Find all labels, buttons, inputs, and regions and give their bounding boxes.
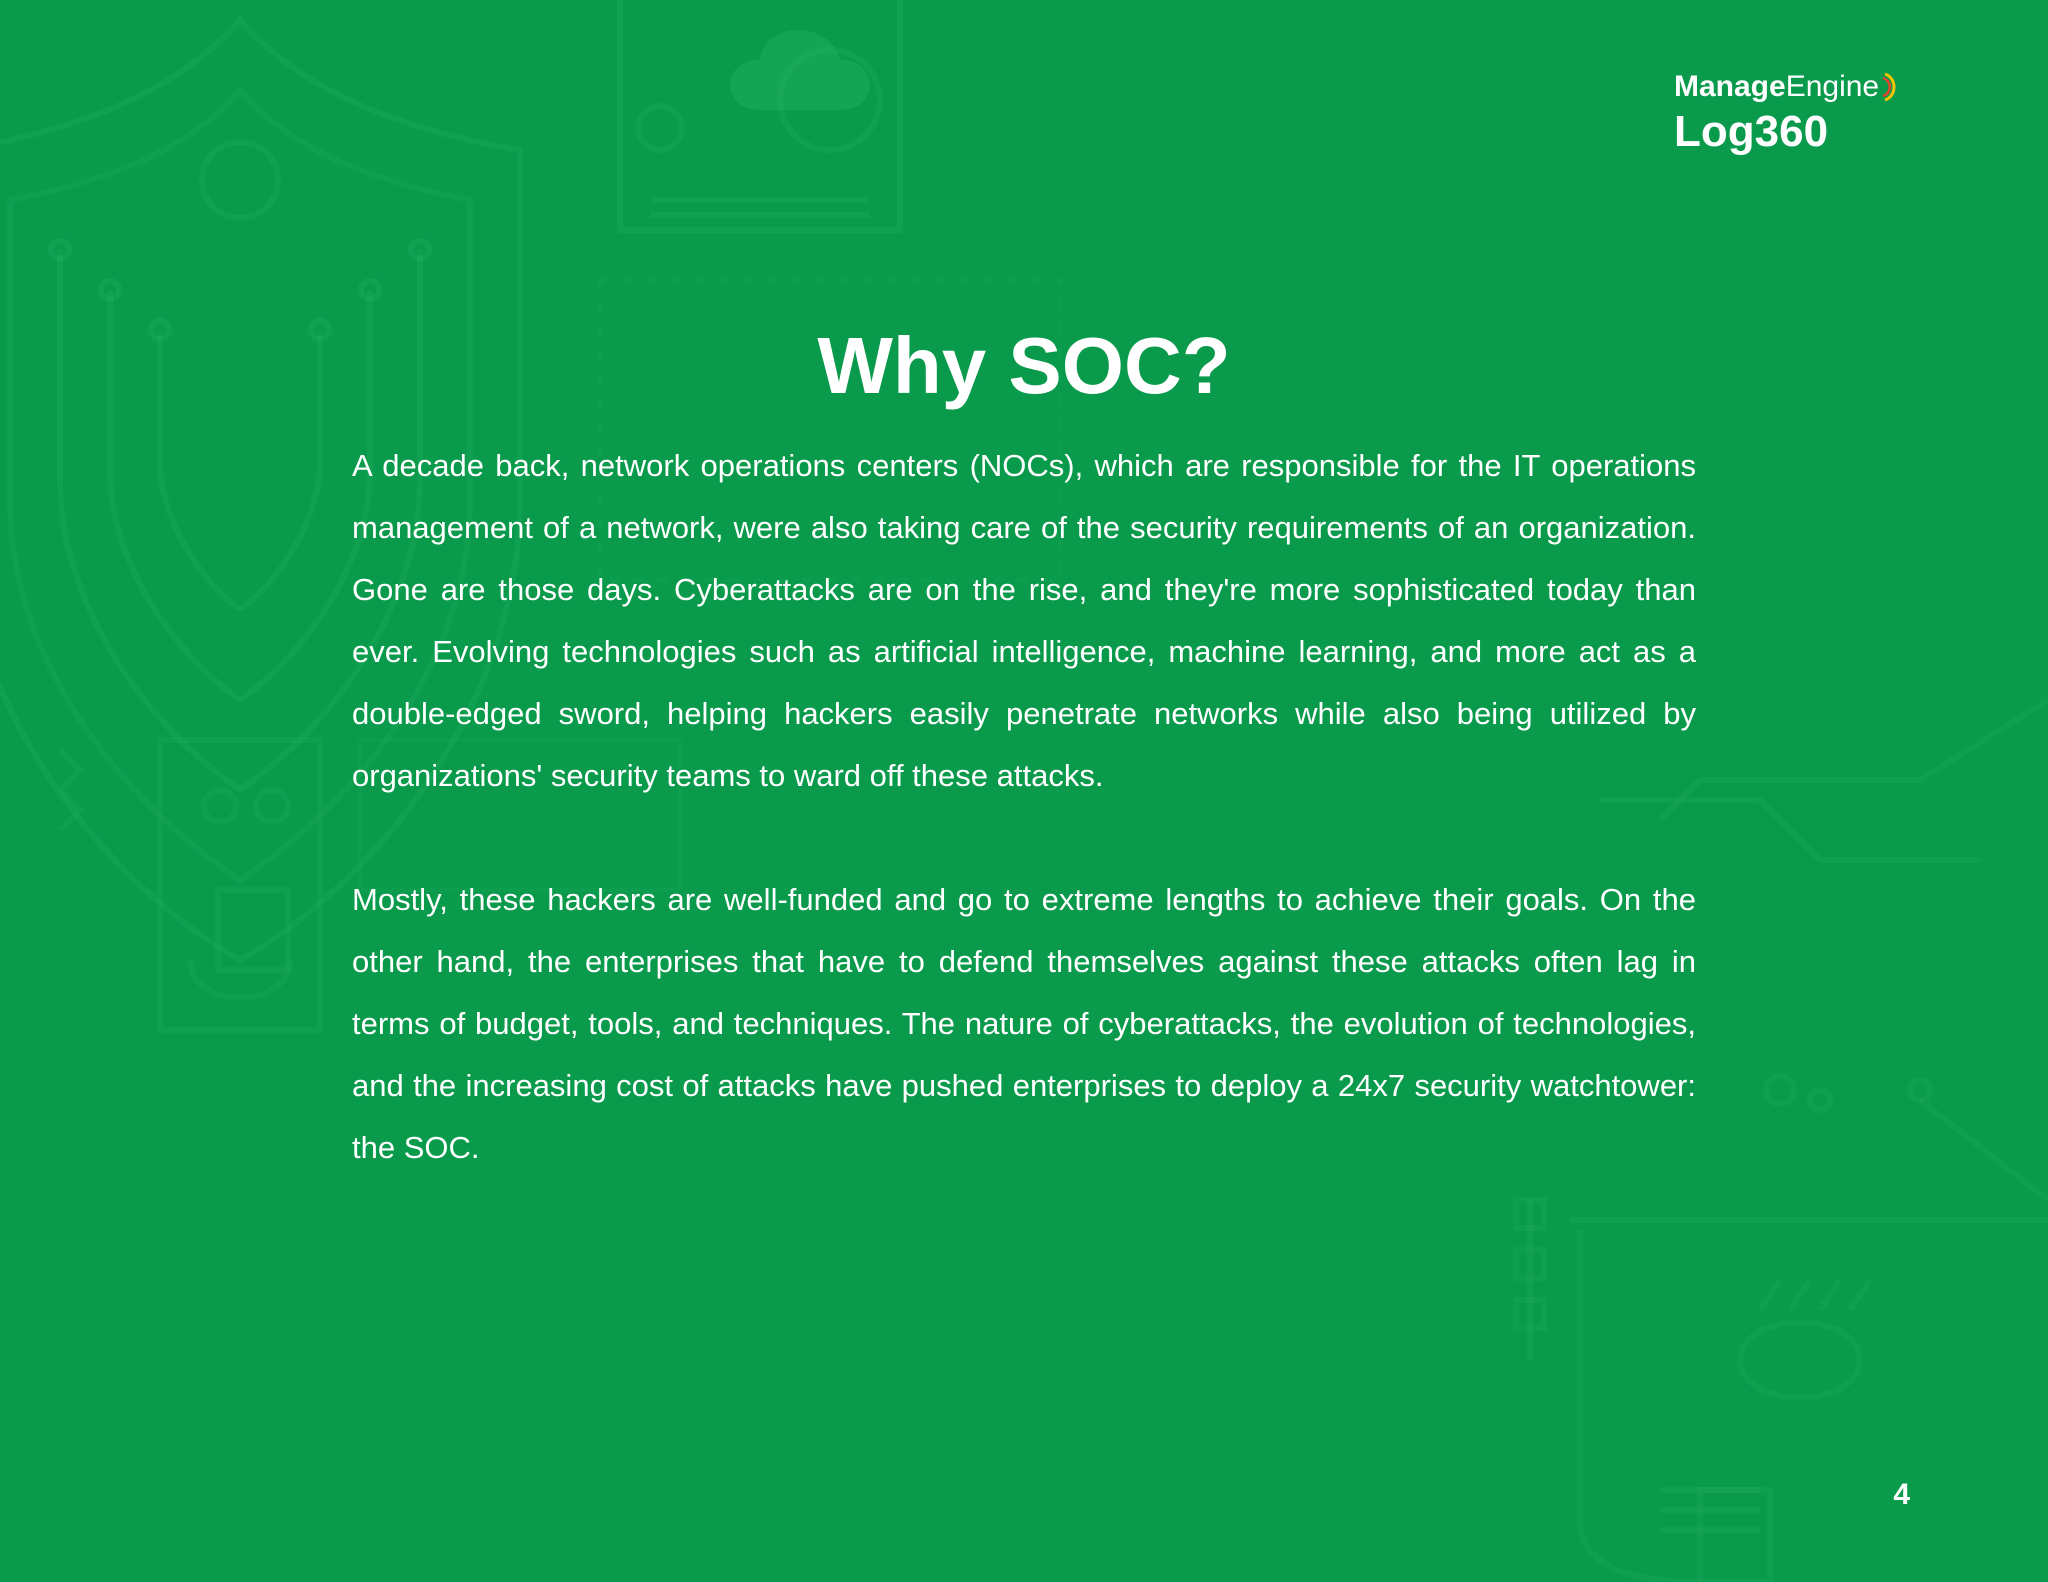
brand-arc-icon	[1881, 72, 1897, 102]
body-text	[352, 435, 1696, 1179]
brand-logo	[1674, 70, 1914, 160]
paragraph: Mostly, these hackers are well-funded and go to extreme lengths to achieve their goals. On the other hand, the enterprises that have to defend themselves against these attacks often lag in terms of budget, tools, and techniques. The nature of cyberattacks, the evolution of technologies, and the increasing cost of attacks have pushed enterprises to deploy a 24x7 security watchtower: the SOC.	[352, 882, 1696, 1165]
product-name: Log360	[1674, 107, 1829, 156]
company-wordmark	[1674, 70, 1914, 104]
paragraph: A decade back, network operations centers (NOCs), which are responsible for the IT operations management of a network, were also taking care of the security requirements of an organization. Gone are those days. Cyberattacks are on the rise, and they're more sophisticated today than ever. Evolving technologies such as artificial intelligence, machine learning, and more act as a double-edged sword, helping hackers easily penetrate networks while also being utilized by organizations' security teams to ward off these attacks.	[352, 448, 1696, 793]
company-name-regular: Engine	[1785, 70, 1880, 103]
page-title: Why SOC?	[817, 321, 1231, 410]
cloud-document-icon	[620, 0, 900, 230]
company-name-bold: Manage	[1674, 70, 1786, 103]
page-number: 4	[1893, 1478, 1910, 1511]
